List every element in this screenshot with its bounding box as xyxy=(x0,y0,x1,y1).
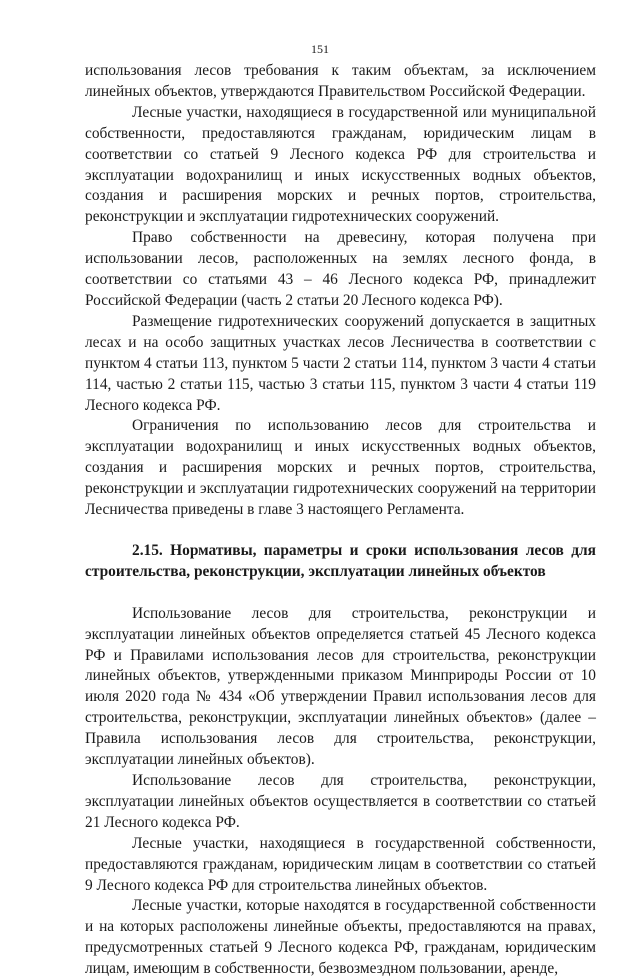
paragraph: Лесные участки, которые находятся в государственной собственности и на которых расположены линейные объекты, предоставляются на правах, предусмотренных статьей 9 Лесного кодекса РФ, гражданам, юридическим лицам, имеющим в собственности, безвозмездном пользовании, аренде, xyxy=(85,897,596,978)
document-body xyxy=(85,61,596,980)
paragraph: Ограничения по использованию лесов для строительства и эксплуатации водохранилищ и иных искусственных водных объектов, создания и расширения морских и речных портов, строительства, реконструкции и эксплуатации гидротехнических сооружений на территории Лесничества приведены в главе 3 настоящего Регламента. xyxy=(85,417,596,519)
paragraph: Использование лесов для строительства, реконструкции и эксплуатации линейных объектов определяется статьей 45 Лесного кодекса РФ и Правилами использования лесов для строительства, реконструкции линейных объектов, утвержденными приказом Минприроды России от 10 июля 2020 года № 434 «Об утверждении Правил использования лесов для строительства, реконструкции, эксплуатации линейных объектов» (далее – Правила использования лесов для строительства, реконструкции, эксплуатации линейных объектов). xyxy=(85,604,596,769)
page-number: 151 xyxy=(311,42,329,56)
paragraph: Лесные участки, находящиеся в государственной собственности, предоставляются гражданам, юридическим лицам в соответствии со статьей 9 Лесного кодекса РФ для строительства линейных объектов. xyxy=(85,834,596,894)
paragraph: Использование лесов для строительства, реконструкции, эксплуатации линейных объектов осуществляется в соответствии со статьей 21 Лесного кодекса РФ. xyxy=(85,772,596,831)
section-heading: 2.15. Нормативы, параметры и сроки использования лесов для строительства, реконструкции, эксплуатации линейных объектов xyxy=(85,541,596,580)
paragraph: Размещение гидротехнических сооружений допускается в защитных лесах и на особо защитных участках лесов Лесничества в соответствии с пунктом 4 статьи 113, пунктом 5 части 2 статьи 114, пунктом 3 части 4 статьи 114, частью 2 статьи 115, частью 3 статьи 115, пунктом 3 части 4 статьи 119 Лесного кодекса РФ. xyxy=(85,312,596,414)
paragraph: использования лесов требования к таким объектам, за исключением линейных объектов, утверждаются Правительством Российской Федерации. xyxy=(85,62,596,100)
paragraph: Лесные участки, находящиеся в государственной или муниципальной собственности, предоставляются гражданам, юридическим лицам в соответствии со статьей 9 Лесного кодекса РФ для строительства и эксплуатации водохранилищ и иных искусственных водных объектов, создания и расширения морских и речных портов, строительства, реконструкции и эксплуатации гидротехнических сооружений. xyxy=(85,103,596,226)
paragraph: Право собственности на древесину, которая получена при использовании лесов, расположенных на землях лесного фонда, в соответствии со статьями 43 – 46 Лесного кодекса РФ, принадлежит Российской Федерации (часть 2 статьи 20 Лесного кодекса РФ). xyxy=(85,229,596,309)
